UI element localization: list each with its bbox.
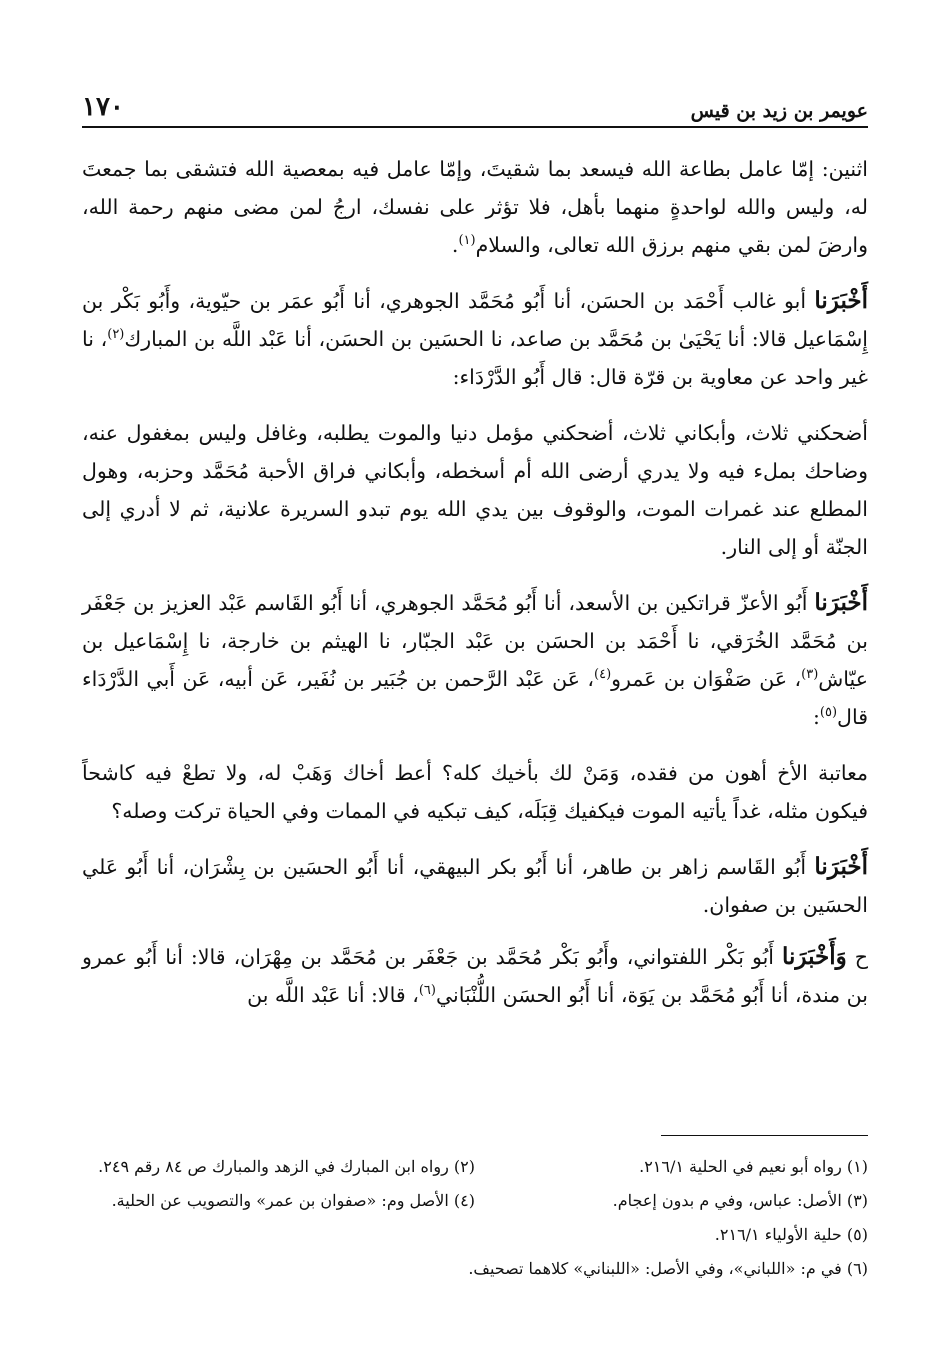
main-text — [82, 150, 868, 1032]
text-run: أَبُو القَاسم زاهر بن طاهر، أنا أَبُو بكر البيهقي، أنا أَبُو الحسَين بن بِشْرَان، أنا أَبُو عَلي الحسَين بن صفوان. — [82, 855, 868, 917]
isnad-keyword: وَأَخْبَرَنا — [782, 943, 847, 970]
running-title: عويمر بن زيد بن قيس — [690, 100, 868, 122]
paragraph — [82, 282, 868, 396]
page-header — [82, 86, 868, 128]
isnad-keyword: أَخْبَرَنا — [814, 853, 868, 880]
text-run: أبو غالب أَحْمَد بن الحسَن، أنا أَبُو مُحَمَّد الجوهري، أنا أَبُو عمَر بن حيّوية، وأَبُو بَكْر بن إِسْمَاعيل قالا: أنا يَحْيَىٰ بن مُحَمَّد بن صاعد، نا الحسَين بن الحسَن، أنا عَبْد اللَّه بن المبارك — [82, 289, 869, 351]
text-run: ح — [846, 945, 869, 969]
footnote — [82, 1252, 868, 1286]
text-run: ، قالا: أنا عَبْد اللَّه بن — [247, 983, 419, 1007]
footnote-row — [82, 1252, 868, 1286]
paragraph — [82, 938, 868, 1014]
text-run: أضحكني ثلاث، وأبكاني ثلاث، أضحكني مؤمل دنيا والموت يطلبه، وغافل وليس بمغفول عنه، وضاحك بملء فيه ولا يدري أرضى الله أم أسخطه، وأبكاني فراق الأحبة مُحَمَّد وحزبه، وهول المطلع عند غمرات الموت، والوقوف بين يدي الله يوم تبدو السريرة علانية، ثم لا أدري إلى الجنّة أو إلى النار. — [82, 421, 868, 559]
footnote-text: الأصل وم: «صفوان بن عمر» والتصويب عن الحلية. — [111, 1191, 449, 1210]
footnote-number: (٥) — [846, 1225, 868, 1244]
isnad-keyword: أَخْبَرَنا — [814, 287, 868, 314]
paragraph — [82, 584, 868, 736]
paragraph — [82, 150, 868, 264]
footnote-number: (٤) — [453, 1191, 475, 1210]
footnote-number: (٢) — [453, 1157, 475, 1176]
footnote — [475, 1184, 868, 1218]
footnote-row — [82, 1218, 868, 1252]
isnad-keyword: أَخْبَرَنا — [814, 589, 868, 616]
footnote-text: الأصل: عباس، وفي م بدون إعجام. — [612, 1191, 842, 1210]
footnote-text: رواه ابن المبارك في الزهد والمبارك ص ٨٤ رقم ٢٤٩. — [98, 1157, 449, 1176]
paragraph — [82, 848, 868, 924]
footnote-text: في م: «اللباني»، وفي الأصل: «اللبناني» كلاهما تصحيف. — [468, 1259, 842, 1278]
footnote-text: رواه أبو نعيم في الحلية ٢١٦/١. — [639, 1157, 842, 1176]
text-run: أَبُو بَكْر اللفتواني، وأَبُو بَكْر مُحَمَّد بن جَعْفَر بن مُحَمَّد بن مِهْرَان، قالا: أنا أَبُو عمرو بن مندة، أنا أَبُو مُحَمَّد بن يَوَة، أنا أَبُو الحسَن اللُّنْبَاني — [82, 945, 868, 1007]
text-run: : — [812, 705, 820, 729]
footnotes — [82, 1150, 868, 1286]
text-run: ، عَن عَبْد الرَّحمن بن جُبَير بن نُفَير، عَن أبيه، عَن أَبي الدَّرْدَاء قال — [82, 667, 868, 729]
paragraph — [82, 414, 868, 566]
footnote — [82, 1150, 475, 1184]
text-run: ، عَن صَفْوَان بن عَمرو — [611, 667, 802, 691]
footnote-ref[interactable]: (٢) — [107, 327, 125, 343]
page-number: ١٧٠ — [82, 92, 124, 122]
paragraph — [82, 754, 868, 830]
footnote — [82, 1184, 475, 1218]
footnote — [475, 1150, 868, 1184]
footnote-number: (٣) — [846, 1191, 868, 1210]
footnote-ref[interactable]: (١) — [458, 233, 476, 249]
footnote-text: حلية الأولياء ٢١٦/١. — [714, 1225, 842, 1244]
footnote-number: (١) — [846, 1157, 868, 1176]
footnote-row — [82, 1150, 868, 1184]
text-run: اثنين: إمّا عامل بطاعة الله فيسعد بما شقيتَ، وإمّا عامل فيه بمعصية الله فتشقى بما جمعتَ له، وليس والله لواحدةٍ منهما بأهل، فلا تؤثر على نفسك، ارجُ لمن مضى منهم رحمة الله، وارضَ لمن بقي منهم برزق الله تعالى، والسلام — [82, 157, 868, 257]
text-run: أَبُو الأعزّ قراتكين بن الأسعد، أنا أَبُو مُحَمَّد الجوهري، أنا أَبُو القَاسم عَبْد العزيز بن جَعْفَر بن مُحَمَّد الخُرَقي، نا أَحْمَد بن الحسَن بن عَبْد الجبّار، نا الهيثم بن خارجة، نا إِسْمَاعيل بن عيّاش — [82, 591, 868, 691]
footnote-ref[interactable]: (٥) — [819, 705, 838, 721]
footnote-ref[interactable]: (٤) — [594, 667, 612, 683]
text-run: معاتبة الأخ أهون من فقده، وَمَنْ لك بأخيك كله؟ أعط أخاك وَهَبْ له، ولا تطعْ فيه كاشحاً فيكون مثله، غداً يأتيه الموت فيكفيك قِبَلَه، كيف تبكيه في الممات وفي الحياة تركت وصله؟ — [82, 761, 868, 823]
footnote-ref[interactable]: (٦) — [418, 983, 436, 999]
footnote-number: (٦) — [846, 1259, 868, 1278]
text-run: . — [451, 233, 459, 257]
footnote-row — [82, 1184, 868, 1218]
footnote — [82, 1218, 868, 1252]
footnote-divider — [661, 1135, 868, 1136]
footnote-ref[interactable]: (٣) — [801, 667, 819, 683]
text-run: ، نا غير واحد عن معاوية بن قرّة قال: قال أَبُو الدَّرْدَاء: — [82, 327, 868, 389]
